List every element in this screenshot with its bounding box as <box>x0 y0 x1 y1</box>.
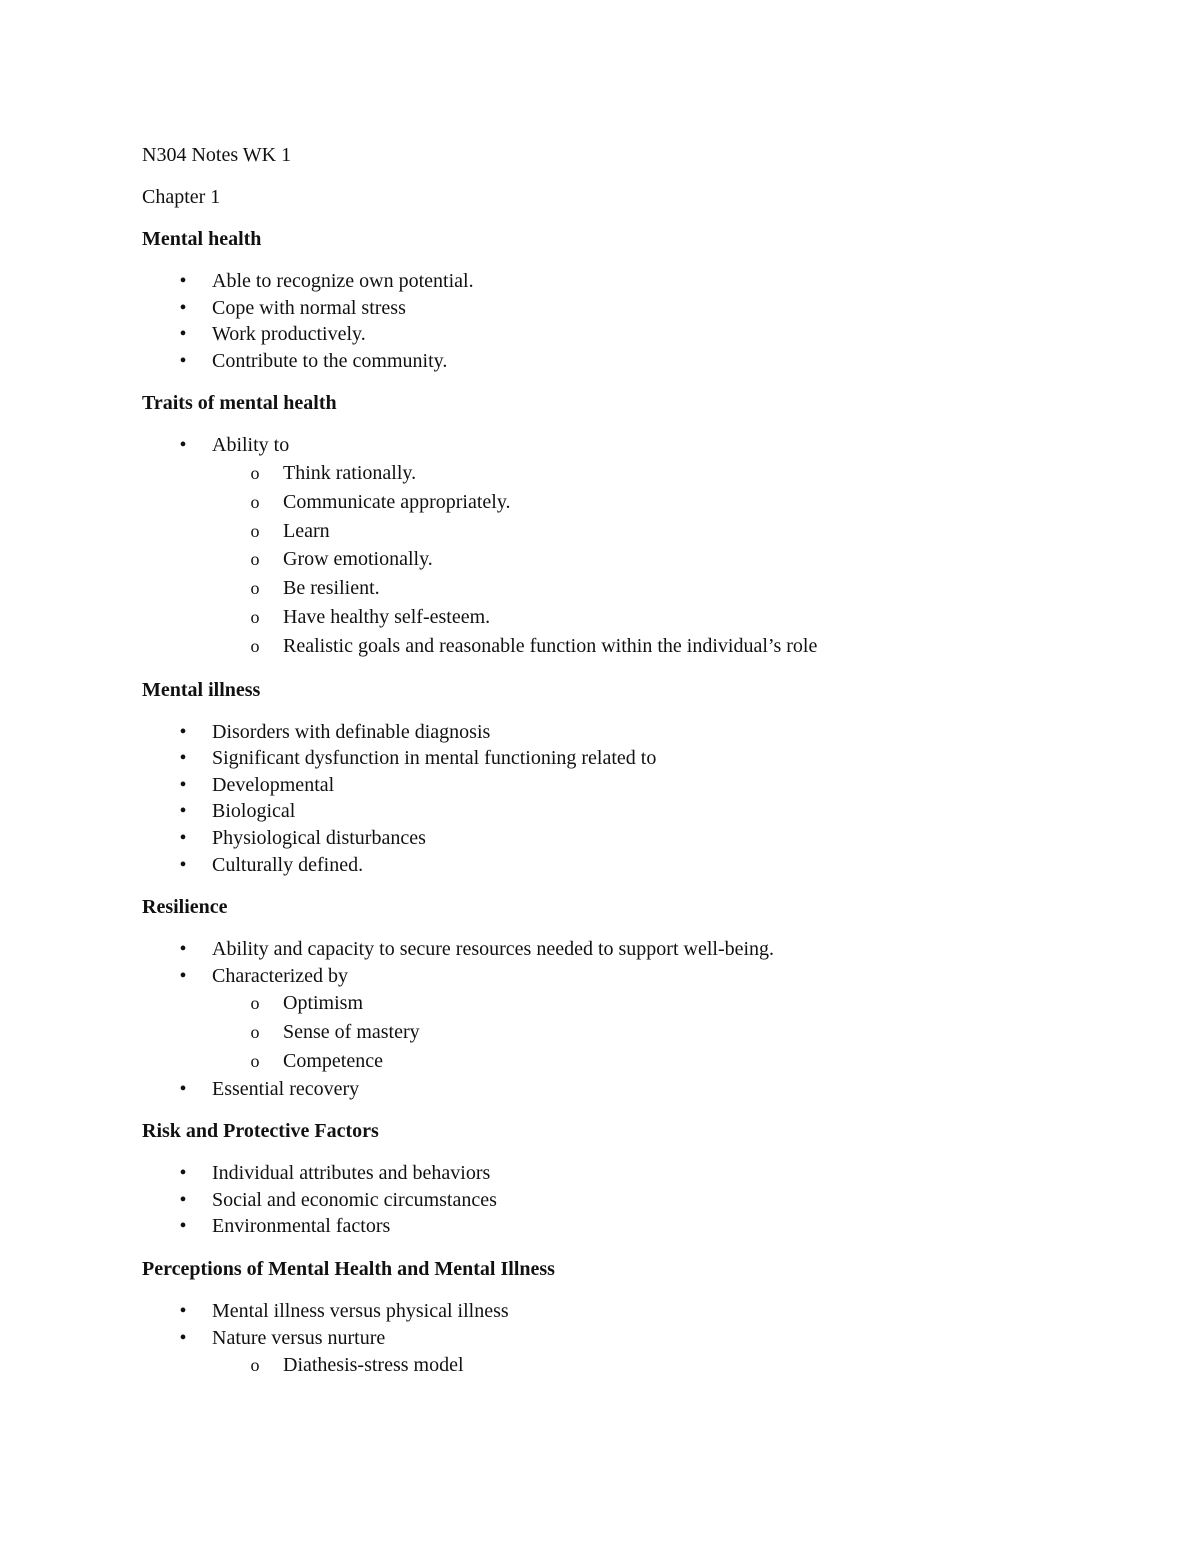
sub-list-item-text: Communicate appropriately. <box>283 490 511 513</box>
bullet-icon: • <box>179 434 187 457</box>
section-heading: Resilience <box>142 896 228 919</box>
bullet-icon: • <box>179 773 187 796</box>
list-item-text: Culturally defined. <box>212 853 364 876</box>
list-item-text: Developmental <box>212 773 335 796</box>
sub-bullet-icon: o <box>250 1355 260 1376</box>
list-item <box>142 852 1102 879</box>
list-item-text: Mental illness versus physical illness <box>212 1300 509 1323</box>
bullet-list <box>142 432 1102 660</box>
sub-bullet-list <box>212 989 1102 1075</box>
sub-bullet-icon: o <box>250 1050 260 1071</box>
sub-bullet-icon: o <box>250 491 260 512</box>
sub-list-item-text: Optimism <box>283 992 364 1015</box>
list-item-text: Cope with normal stress <box>212 296 406 319</box>
list-item-text: Environmental factors <box>212 1215 391 1238</box>
list-item <box>142 798 1102 825</box>
list-item-text: Nature versus nurture <box>212 1326 386 1349</box>
sub-list-item-text: Diathesis-stress model <box>283 1354 464 1377</box>
list-item <box>142 295 1102 322</box>
list-item-text: Work productively. <box>212 323 366 346</box>
bullet-icon: • <box>179 720 187 743</box>
section-heading: Perceptions of Mental Health and Mental Illness <box>142 1258 555 1281</box>
section-heading: Risk and Protective Factors <box>142 1120 379 1143</box>
list-item <box>142 432 1102 660</box>
list-item-text: Essential recovery <box>212 1077 360 1100</box>
bullet-icon: • <box>179 964 187 987</box>
sub-list-item-text: Have healthy self-esteem. <box>283 605 491 628</box>
list-item-text: Significant dysfunction in mental functioning related to <box>212 747 657 770</box>
sub-list-item-text: Be resilient. <box>283 577 380 600</box>
bullet-icon: • <box>179 349 187 372</box>
list-item <box>142 1325 1102 1380</box>
bullet-icon: • <box>179 826 187 849</box>
sub-list-item-text: Competence <box>283 1049 383 1072</box>
chapter-label: Chapter 1 <box>142 186 221 208</box>
sub-list-item <box>142 545 1102 574</box>
bullet-icon: • <box>179 296 187 319</box>
list-item-text: Physiological disturbances <box>212 826 426 849</box>
list-item <box>142 963 1102 1076</box>
sub-list-item-text: Realistic goals and reasonable function within the individual’s role <box>283 634 818 657</box>
sub-bullet-icon: o <box>250 606 260 627</box>
sub-list-item-text: Grow emotionally. <box>283 548 433 571</box>
list-item-text: Characterized by <box>212 964 349 987</box>
section-heading: Traits of mental health <box>142 392 337 415</box>
sub-list-item <box>142 488 1102 517</box>
sub-bullet-icon: o <box>250 993 260 1014</box>
sub-list-item-text: Sense of mastery <box>283 1021 420 1044</box>
sub-list-item <box>142 459 1102 488</box>
sub-list-item <box>142 574 1102 603</box>
sub-list-item-text: Learn <box>283 519 330 542</box>
sub-list-item <box>142 1018 1102 1047</box>
list-item-text: Ability and capacity to secure resources needed to support well-being. <box>212 938 775 961</box>
bullet-icon: • <box>179 1300 187 1323</box>
list-item-text: Contribute to the community. <box>212 349 448 372</box>
list-item <box>142 719 1102 746</box>
bullet-list <box>142 936 1102 1102</box>
document-body <box>142 226 1102 1380</box>
bullet-list <box>142 268 1102 374</box>
sub-list-item <box>142 1351 1102 1380</box>
sub-list-item <box>142 989 1102 1018</box>
list-item <box>142 348 1102 375</box>
list-item-text: Ability to <box>212 434 290 457</box>
sub-list-item <box>142 1047 1102 1076</box>
list-item <box>142 825 1102 852</box>
list-item-text: Social and economic circumstances <box>212 1188 497 1211</box>
bullet-icon: • <box>179 1215 187 1238</box>
sub-bullet-list <box>212 1351 1102 1380</box>
section-heading: Mental illness <box>142 678 261 701</box>
sub-list-item <box>142 632 1102 661</box>
list-item <box>142 1076 1102 1103</box>
list-item <box>142 1160 1102 1187</box>
list-item-text: Individual attributes and behaviors <box>212 1162 491 1185</box>
sub-bullet-list <box>212 459 1102 661</box>
sub-list-item-text: Think rationally. <box>283 461 417 484</box>
list-item <box>142 772 1102 799</box>
sub-bullet-icon: o <box>250 578 260 599</box>
section-heading: Mental health <box>142 228 262 250</box>
bullet-icon: • <box>179 1188 187 1211</box>
list-item <box>142 268 1102 295</box>
list-item <box>142 936 1102 963</box>
sub-bullet-icon: o <box>250 462 260 483</box>
bullet-icon: • <box>179 1077 187 1100</box>
sub-bullet-icon: o <box>250 635 260 656</box>
bullet-icon: • <box>179 800 187 823</box>
sub-bullet-icon: o <box>250 520 260 541</box>
bullet-icon: • <box>179 1326 187 1349</box>
list-item <box>142 321 1102 348</box>
sub-list-item <box>142 603 1102 632</box>
document-page <box>142 142 1102 1396</box>
list-item <box>142 745 1102 772</box>
bullet-icon: • <box>179 270 187 292</box>
bullet-icon: • <box>179 938 187 961</box>
list-item <box>142 1213 1102 1240</box>
bullet-icon: • <box>179 747 187 770</box>
bullet-list <box>142 1160 1102 1240</box>
list-item-text: Biological <box>212 800 296 823</box>
bullet-icon: • <box>179 323 187 346</box>
sub-bullet-icon: o <box>250 549 260 570</box>
bullet-list <box>142 719 1102 879</box>
list-item-text: Able to recognize own potential. <box>212 270 474 292</box>
bullet-list <box>142 1298 1102 1380</box>
bullet-icon: • <box>179 853 187 876</box>
sub-list-item <box>142 517 1102 546</box>
document-title: N304 Notes WK 1 <box>142 144 292 166</box>
list-item-text: Disorders with definable diagnosis <box>212 720 491 743</box>
list-item <box>142 1187 1102 1214</box>
sub-bullet-icon: o <box>250 1022 260 1043</box>
list-item <box>142 1298 1102 1325</box>
bullet-icon: • <box>179 1162 187 1185</box>
